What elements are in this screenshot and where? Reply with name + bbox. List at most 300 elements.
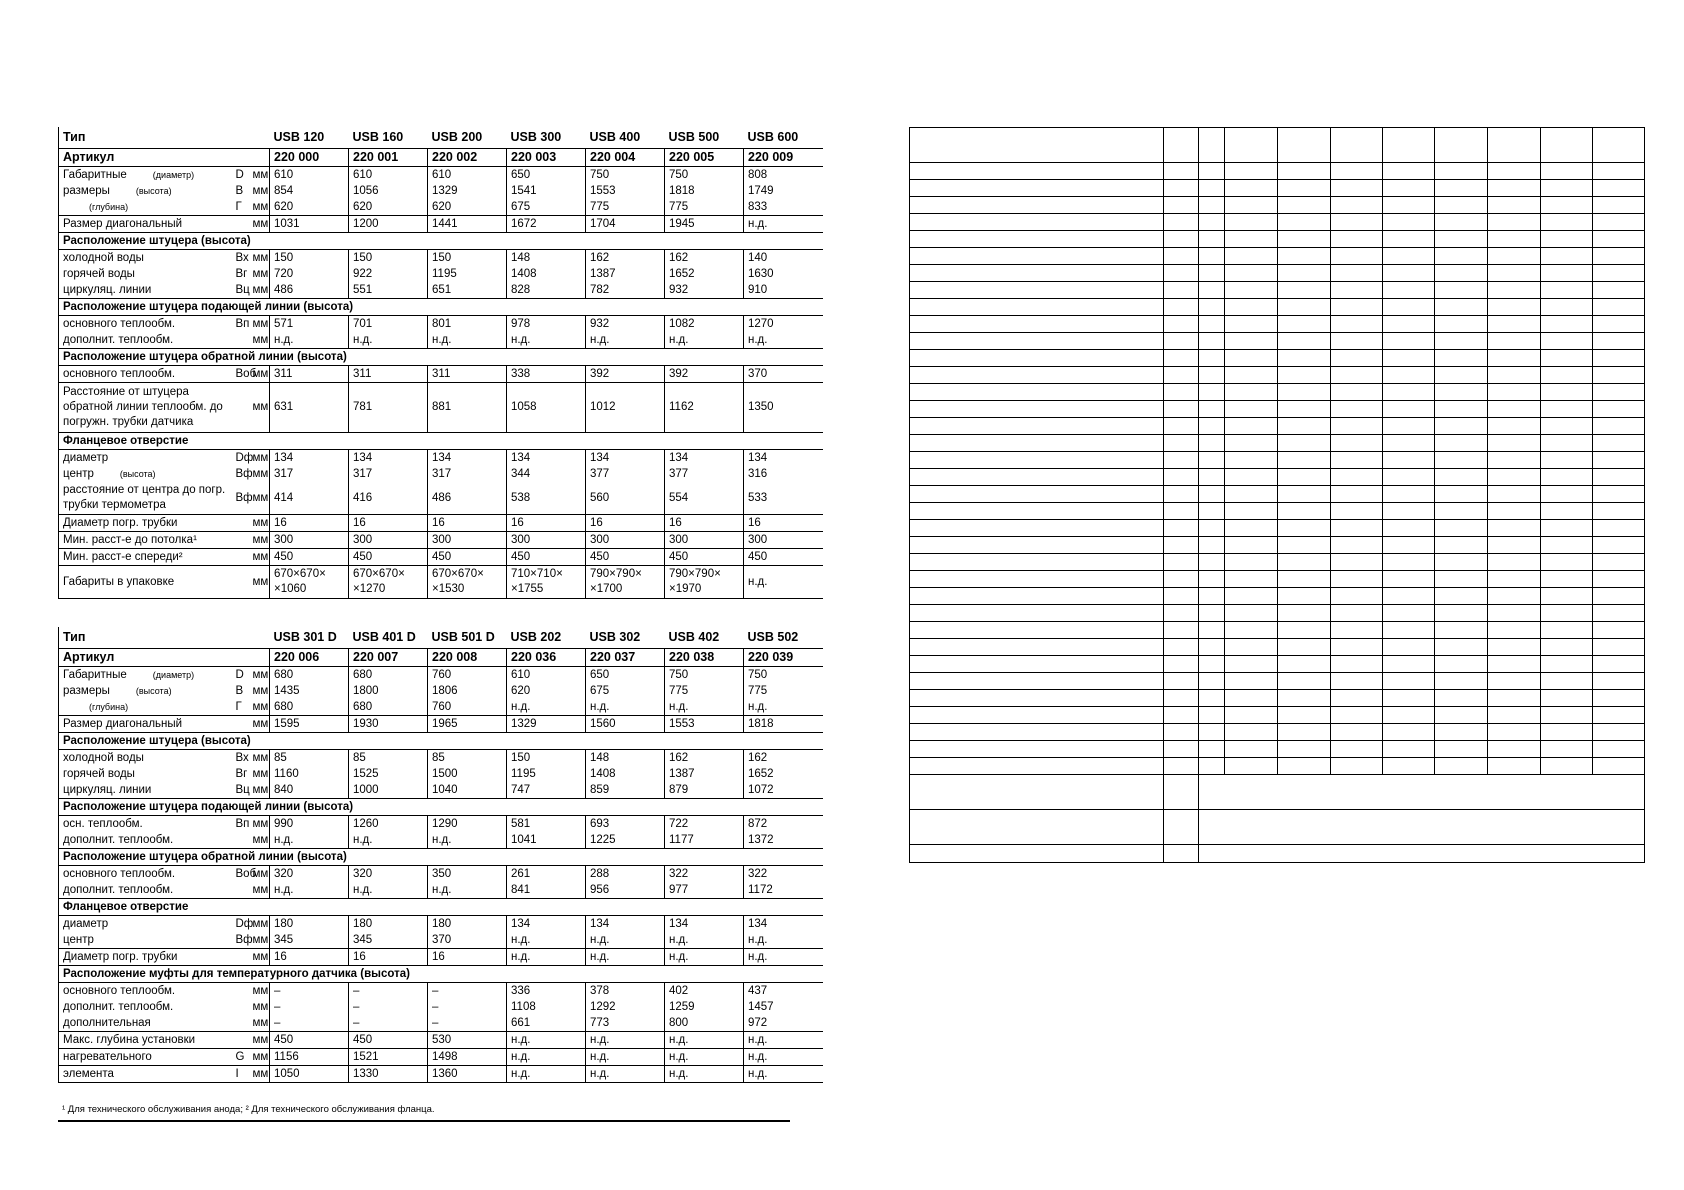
row-value: 16 <box>349 949 428 966</box>
grid-cell <box>1199 248 1225 265</box>
grid-cell <box>910 656 1164 673</box>
row-value: н.д. <box>428 832 507 849</box>
row-unit: мм <box>249 332 270 349</box>
row-unit: мм <box>249 515 270 532</box>
grid-cell <box>1541 469 1593 486</box>
grid-cell <box>1225 724 1278 741</box>
row-value: 631 <box>270 383 349 433</box>
grid-cell <box>1164 656 1199 673</box>
row-value: 782 <box>586 282 665 299</box>
row-value: 344 <box>507 466 586 482</box>
row-value: 1500 <box>428 766 507 782</box>
grid-cell <box>1593 554 1645 571</box>
row-unit: мм <box>252 917 269 930</box>
row-value: – <box>349 1015 428 1032</box>
grid-cell <box>1199 401 1225 418</box>
row-symbol: В <box>235 184 244 197</box>
grid-cell <box>1278 486 1331 503</box>
row-value: 661 <box>507 1015 586 1032</box>
spec-row <box>59 766 823 782</box>
grid-cell <box>910 810 1164 845</box>
row-label: дополнительная <box>59 1015 232 1032</box>
grid-cell <box>1331 350 1383 367</box>
row-unit: мм <box>249 949 270 966</box>
row-value: 450 <box>349 549 428 566</box>
grid-cell <box>1435 758 1488 775</box>
row-label: расстояние от центра до погр. трубки термометра <box>59 482 232 515</box>
grid-cell <box>1331 384 1383 401</box>
grid-row <box>910 299 1645 316</box>
row-value: н.д. <box>586 1049 665 1066</box>
grid-cell <box>1164 128 1199 163</box>
row-value: 620 <box>349 199 428 216</box>
row-value: 1329 <box>428 183 507 199</box>
grid-cell <box>1278 214 1331 231</box>
row-value: н.д. <box>744 932 823 949</box>
row-label: Диаметр погр. трубки <box>59 949 232 966</box>
row-value: 651 <box>428 282 507 299</box>
row-unit: мм <box>249 882 270 899</box>
spec-row <box>59 532 823 549</box>
grid-cell <box>1164 537 1199 554</box>
grid-cell <box>1225 741 1278 758</box>
row-value: н.д. <box>270 832 349 849</box>
row-value: 134 <box>586 916 665 933</box>
grid-cell <box>1593 316 1645 333</box>
grid-cell <box>1383 333 1435 350</box>
spec-row <box>59 183 823 199</box>
row-value: 1560 <box>586 716 665 733</box>
model-name: USB 200 <box>431 130 483 144</box>
row-value: 150 <box>270 250 349 267</box>
row-value: 1172 <box>744 882 823 899</box>
row-value: 300 <box>586 532 665 549</box>
grid-cell <box>1383 469 1435 486</box>
grid-cell <box>1488 554 1541 571</box>
grid-cell <box>1278 128 1331 163</box>
row-unit: мм <box>249 832 270 849</box>
grid-cell <box>1593 265 1645 282</box>
grid-row <box>910 571 1645 588</box>
spec-row <box>59 1066 823 1083</box>
grid-cell <box>1541 299 1593 316</box>
row-value: 322 <box>665 866 744 883</box>
section-title: Фланцевое отверстие <box>59 899 823 916</box>
row-value: 610 <box>349 167 428 184</box>
row-value: 450 <box>744 549 823 566</box>
article-label: Артикул <box>59 649 270 667</box>
grid-row <box>910 265 1645 282</box>
grid-row <box>910 622 1645 639</box>
row-symbol: Dф <box>235 917 254 930</box>
row-value: 841 <box>507 882 586 899</box>
grid-cell <box>1164 231 1199 248</box>
grid-cell <box>1383 128 1435 163</box>
grid-row <box>910 248 1645 265</box>
row-unit: мм <box>252 668 269 681</box>
spec-row <box>59 549 823 566</box>
grid-cell <box>1435 231 1488 248</box>
row-unit: мм <box>252 251 269 264</box>
row-symbol: Вф <box>232 932 249 949</box>
row-value: 377 <box>586 466 665 482</box>
article-number: 220 001 <box>349 149 428 167</box>
row-value: 1435 <box>270 683 349 699</box>
row-unit: мм <box>249 199 270 216</box>
row-value: 16 <box>665 515 744 532</box>
grid-cell <box>1488 350 1541 367</box>
row-value: н.д. <box>507 932 586 949</box>
grid-cell <box>1225 367 1278 384</box>
row-value: 530 <box>428 1032 507 1049</box>
row-value: 392 <box>665 366 744 383</box>
grid-cell <box>1278 248 1331 265</box>
type-header-row <box>59 127 823 149</box>
grid-cell <box>1331 333 1383 350</box>
row-value: 300 <box>349 532 428 549</box>
grid-cell <box>1593 486 1645 503</box>
grid-cell <box>1435 537 1488 554</box>
grid-cell <box>1225 690 1278 707</box>
row-value: 320 <box>349 866 428 883</box>
grid-cell <box>1225 758 1278 775</box>
row-value: 760 <box>428 699 507 716</box>
grid-cell <box>1593 758 1645 775</box>
grid-cell <box>1541 180 1593 197</box>
row-value: 336 <box>507 983 586 1000</box>
row-symbol <box>232 532 249 549</box>
grid-cell <box>1278 367 1331 384</box>
grid-cell <box>910 758 1164 775</box>
grid-cell <box>1383 690 1435 707</box>
grid-cell <box>1164 690 1199 707</box>
grid-cell <box>1593 707 1645 724</box>
row-value: 670×670× ×1060 <box>270 566 349 599</box>
row-value: 581 <box>507 816 586 833</box>
grid-cell <box>910 299 1164 316</box>
grid-cell <box>1541 384 1593 401</box>
row-value: 1652 <box>665 266 744 282</box>
row-value: 1372 <box>744 832 823 849</box>
section-title: Расположение штуцера подающей линии (высота) <box>59 799 823 816</box>
grid-cell <box>1278 452 1331 469</box>
row-value: 450 <box>586 549 665 566</box>
grid-cell <box>1541 520 1593 537</box>
grid-cell <box>1383 520 1435 537</box>
row-value: 620 <box>507 683 586 699</box>
grid-cell <box>1593 435 1645 452</box>
grid-cell <box>1435 248 1488 265</box>
row-symbol <box>232 383 249 433</box>
grid-cell <box>1593 299 1645 316</box>
grid-row <box>910 520 1645 537</box>
grid-cell <box>1225 384 1278 401</box>
article-label: Артикул <box>59 149 270 167</box>
row-value: н.д. <box>665 1049 744 1066</box>
row-label: дополнит. теплообм. <box>59 882 232 899</box>
grid-cell <box>1225 656 1278 673</box>
row-unit: мм <box>249 482 270 515</box>
section-header-row <box>59 299 823 316</box>
grid-cell <box>1199 707 1225 724</box>
row-value: н.д. <box>744 699 823 716</box>
grid-cell <box>1278 741 1331 758</box>
grid-cell <box>1488 265 1541 282</box>
grid-cell <box>1435 656 1488 673</box>
row-value: н.д. <box>507 332 586 349</box>
model-name: USB 502 <box>747 630 799 644</box>
row-value: 1160 <box>270 766 349 782</box>
grid-cell <box>1541 571 1593 588</box>
grid-cell <box>1225 265 1278 282</box>
grid-cell <box>1225 537 1278 554</box>
spec-row <box>59 266 823 282</box>
grid-cell <box>910 265 1164 282</box>
row-value: 1041 <box>507 832 586 849</box>
grid-cell <box>1278 163 1331 180</box>
grid-cell <box>1593 741 1645 758</box>
grid-cell <box>1541 231 1593 248</box>
row-value: 922 <box>349 266 428 282</box>
spec-row <box>59 1049 823 1066</box>
row-symbol <box>232 515 249 532</box>
row-unit: мм <box>249 1066 270 1083</box>
row-value: 790×790× ×1970 <box>665 566 744 599</box>
article-number: 220 007 <box>349 649 428 667</box>
row-unit: мм <box>249 282 270 299</box>
row-value: 1553 <box>586 183 665 199</box>
grid-row <box>910 503 1645 520</box>
row-value: н.д. <box>270 882 349 899</box>
grid-row <box>910 537 1645 554</box>
row-value: 680 <box>270 699 349 716</box>
section-title: Расположение штуцера обратной линии (высота) <box>59 849 823 866</box>
grid-cell <box>1199 673 1225 690</box>
spec-table-2 <box>58 627 823 1083</box>
row-value: 977 <box>665 882 744 899</box>
footnote-divider <box>58 1120 790 1122</box>
grid-cell <box>1383 350 1435 367</box>
grid-cell <box>910 503 1164 520</box>
grid-row <box>910 418 1645 435</box>
row-label: основного теплообм. <box>59 316 232 333</box>
grid-cell <box>1593 231 1645 248</box>
grid-cell <box>1541 486 1593 503</box>
row-symbol <box>232 832 249 849</box>
grid-cell <box>1593 656 1645 673</box>
row-symbol: Dф <box>235 451 254 464</box>
row-value: 775 <box>665 683 744 699</box>
grid-cell <box>1435 503 1488 520</box>
grid-cell <box>1488 741 1541 758</box>
row-symbol <box>232 216 249 233</box>
grid-cell <box>1383 163 1435 180</box>
row-value: 317 <box>270 466 349 482</box>
grid-cell <box>1383 401 1435 418</box>
row-value: 775 <box>586 199 665 216</box>
grid-cell <box>1488 469 1541 486</box>
grid-cell <box>1383 231 1435 248</box>
grid-cell <box>1593 418 1645 435</box>
row-value: 551 <box>349 282 428 299</box>
grid-cell <box>1383 605 1435 622</box>
row-value: 16 <box>428 949 507 966</box>
section-title: Расположение муфты для температурного датчика (высота) <box>59 966 823 983</box>
row-unit: мм <box>252 1000 269 1013</box>
grid-cell <box>1199 724 1225 741</box>
row-value: 311 <box>349 366 428 383</box>
row-value: 747 <box>507 782 586 799</box>
grid-cell <box>1331 452 1383 469</box>
row-unit: мм <box>252 984 269 997</box>
row-value: 1800 <box>349 683 428 699</box>
grid-cell <box>910 401 1164 418</box>
grid-cell <box>1383 265 1435 282</box>
grid-cell <box>1488 503 1541 520</box>
row-value: – <box>270 983 349 1000</box>
grid-cell <box>1225 486 1278 503</box>
grid-row <box>910 724 1645 741</box>
row-unit: мм <box>249 932 270 949</box>
row-sublabel: (высота) <box>119 468 156 479</box>
grid-cell <box>1488 197 1541 214</box>
row-value: 1652 <box>744 766 823 782</box>
row-unit: мм <box>252 867 269 880</box>
row-value: 320 <box>270 866 349 883</box>
model-name: USB 302 <box>589 630 641 644</box>
grid-cell <box>1488 690 1541 707</box>
grid-row <box>910 673 1645 690</box>
grid-cell <box>1278 571 1331 588</box>
row-value: 150 <box>507 750 586 767</box>
row-value: 990 <box>270 816 349 833</box>
row-value: 859 <box>586 782 665 799</box>
grid-cell <box>1383 758 1435 775</box>
type-label: Тип <box>59 127 270 149</box>
grid-cell <box>1225 673 1278 690</box>
row-value: 134 <box>744 916 823 933</box>
row-value: 1749 <box>744 183 823 199</box>
spec-row <box>59 1032 823 1049</box>
grid-cell <box>1199 367 1225 384</box>
row-value: 300 <box>744 532 823 549</box>
grid-cell <box>1541 537 1593 554</box>
row-value: 978 <box>507 316 586 333</box>
article-row <box>59 149 823 167</box>
grid-cell <box>1199 384 1225 401</box>
grid-cell <box>1383 282 1435 299</box>
grid-cell <box>1199 299 1225 316</box>
grid-cell <box>1199 333 1225 350</box>
row-value: 1806 <box>428 683 507 699</box>
grid-cell <box>1199 265 1225 282</box>
row-value: 872 <box>744 816 823 833</box>
grid-cell <box>1164 724 1199 741</box>
row-label: Диаметр погр. трубки <box>59 515 232 532</box>
grid-cell <box>1383 316 1435 333</box>
article-number: 220 036 <box>507 649 586 667</box>
section-header-row <box>59 433 823 450</box>
grid-cell <box>1435 316 1488 333</box>
row-value: 881 <box>428 383 507 433</box>
grid-cell <box>1199 758 1225 775</box>
grid-cell <box>1541 282 1593 299</box>
row-value: н.д. <box>507 1066 586 1083</box>
grid-cell <box>1593 180 1645 197</box>
row-value: 680 <box>349 667 428 684</box>
row-value: 162 <box>586 250 665 267</box>
row-value: 750 <box>586 167 665 184</box>
grid-cell <box>1435 214 1488 231</box>
row-value: 680 <box>349 699 428 716</box>
row-unit: мм <box>252 467 269 480</box>
grid-cell <box>1383 639 1435 656</box>
grid-cell <box>1199 741 1225 758</box>
grid-cell <box>1278 503 1331 520</box>
grid-cell <box>1278 605 1331 622</box>
row-sublabel: (глубина) <box>89 201 129 212</box>
row-label: горячей воды <box>59 266 232 282</box>
grid-cell <box>1593 520 1645 537</box>
grid-cell <box>1331 673 1383 690</box>
row-value: 180 <box>428 916 507 933</box>
grid-cell <box>1435 588 1488 605</box>
spec-row <box>59 983 823 1000</box>
grid-cell <box>910 214 1164 231</box>
grid-cell <box>1199 214 1225 231</box>
row-value: 140 <box>744 250 823 267</box>
grid-cell <box>1488 758 1541 775</box>
grid-cell <box>1225 639 1278 656</box>
section-title: Расположение штуцера (высота) <box>59 233 823 250</box>
row-value: 1408 <box>586 766 665 782</box>
row-unit: мм <box>249 1015 270 1032</box>
row-value: 760 <box>428 667 507 684</box>
row-value: 311 <box>428 366 507 383</box>
row-value: 377 <box>665 466 744 482</box>
grid-cell <box>1164 673 1199 690</box>
row-value: 554 <box>665 482 744 515</box>
row-value: 350 <box>428 866 507 883</box>
grid-cell <box>1225 605 1278 622</box>
grid-cell <box>1164 639 1199 656</box>
grid-cell <box>1383 248 1435 265</box>
grid-cell <box>1331 520 1383 537</box>
grid-cell <box>1225 163 1278 180</box>
row-unit: мм <box>252 317 269 330</box>
grid-cell <box>1164 622 1199 639</box>
grid-cell <box>1199 588 1225 605</box>
grid-cell <box>1331 469 1383 486</box>
row-value: 560 <box>586 482 665 515</box>
row-symbol <box>232 566 249 599</box>
grid-cell <box>1593 452 1645 469</box>
grid-cell <box>1199 316 1225 333</box>
row-symbol: Г <box>232 699 249 716</box>
row-value: н.д. <box>744 216 823 233</box>
row-value: 378 <box>586 983 665 1000</box>
grid-cell <box>1541 503 1593 520</box>
grid-row <box>910 367 1645 384</box>
grid-cell <box>1225 571 1278 588</box>
spec-row <box>59 782 823 799</box>
grid-cell <box>1593 350 1645 367</box>
row-value: 402 <box>665 983 744 1000</box>
spec-row <box>59 683 823 699</box>
model-name: USB 500 <box>668 130 720 144</box>
row-value: 392 <box>586 366 665 383</box>
grid-cell <box>1164 520 1199 537</box>
